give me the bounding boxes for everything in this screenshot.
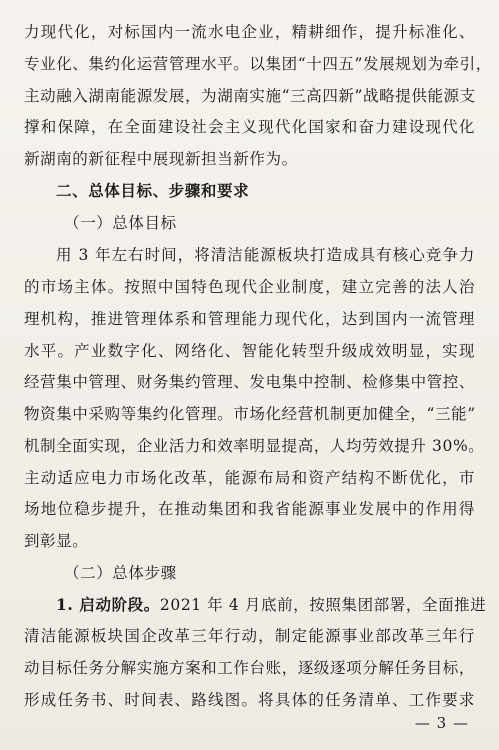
paragraph-line: 力现代化，对标国内一流水电企业，精耕细作，提升标准化、 — [24, 23, 475, 41]
paragraph-line: 场地位稳步提升，在推动集团和我省能源事业发展中的作用得 — [24, 500, 475, 518]
paragraph-line: 清洁能源板块国企改革三年行动，制定能源事业部改革三年行 — [24, 627, 475, 645]
paragraph-line: 经营集中管理、财务集约管理、发电集中控制、检修集中管控、 — [24, 373, 475, 391]
paragraph-line: 动目标任务分解实施方案和工作台账，逐级逐项分解任务目标， — [24, 659, 475, 677]
paragraph-line: 主动融入湖南能源发展，为湖南实施“三高四新”战略提供能源支 — [24, 87, 476, 105]
page-number: — 3 — — [414, 714, 469, 732]
paragraph-line: 专业化、集约化运营管理水平。以集团“十四五”发展规划为牵引， — [24, 55, 492, 73]
paragraph-line: 到彰显。 — [24, 532, 89, 550]
step-lead: 1. 启动阶段。 — [56, 595, 160, 614]
paragraph-line: 新湖南的新征程中展现新担当新作为。 — [24, 150, 298, 168]
subsection-heading: （一）总体目标 — [64, 214, 177, 232]
step-line — [56, 595, 487, 615]
step-text: 2021 年 4 月底前，按照集团部署，全面推进 — [159, 596, 487, 614]
subsection-heading: （二）总体步骤 — [64, 564, 177, 582]
paragraph-line: 用 3 年左右时间，将清洁能源板块打造成具有核心竞争力 — [56, 246, 475, 264]
paragraph-line: 机制全面实现，企业活力和效率明显提高，人均劳效提升 30%。 — [24, 437, 485, 455]
paragraph-line: 撑和保障，在全面建设社会主义现代化国家和奋力建设现代化 — [24, 118, 475, 136]
section-heading: 二、总体目标、步骤和要求 — [56, 181, 250, 200]
paragraph-line: 形成任务书、时间表、路线图。将具体的任务清单、工作要求 — [24, 691, 475, 709]
paragraph-line: 物资集中采购等集约化管理。市场化经营机制更加健全，“三能” — [24, 405, 476, 423]
paragraph-line: 的市场主体。按照中国特色现代企业制度，建立完善的法人治 — [24, 278, 475, 296]
paragraph-line: 主动适应电力市场化改革，能源布局和资产结构不断优化，市 — [24, 469, 475, 487]
paragraph-line: 水平。产业数字化、网络化、智能化转型升级成效明显，实现 — [24, 342, 475, 360]
paragraph-line: 理机构，推进管理体系和管理能力现代化，达到国内一流管理 — [24, 310, 475, 328]
